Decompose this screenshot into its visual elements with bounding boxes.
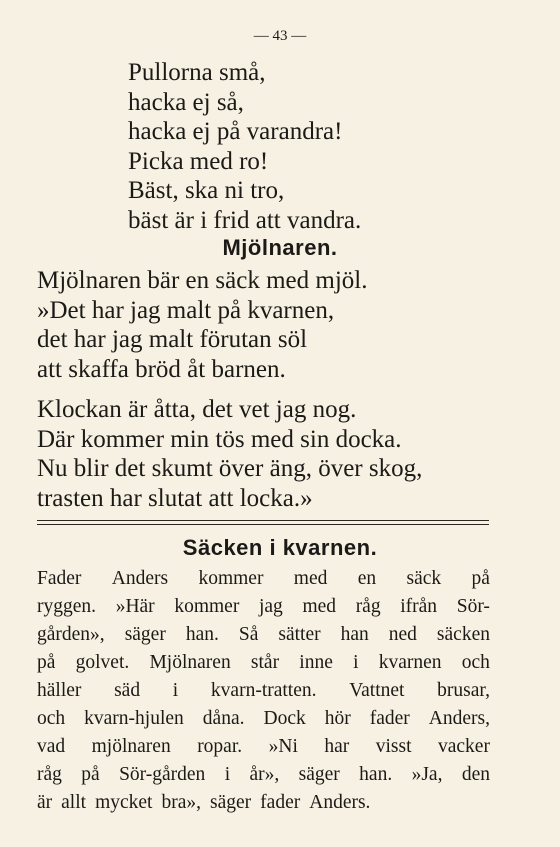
prose-word: han (340, 624, 369, 645)
stanza-1 (37, 266, 367, 384)
prose-word: Dock (263, 708, 306, 729)
prose-word: gården», (37, 624, 105, 645)
prose-word: är (37, 792, 53, 813)
stanza-line: Där kommer min tös med sin docka. (37, 425, 402, 453)
prose-word: säger (298, 764, 340, 785)
stanza-2 (37, 395, 422, 513)
prose-word: på (81, 764, 100, 785)
prose-word: står (250, 652, 280, 673)
prose-word: »Här (115, 596, 155, 617)
stanza-line: Nu blir det skumt över äng, över skog, (37, 455, 423, 482)
stanza-line: att skaffa bröd åt barnen. (37, 355, 286, 383)
prose-word: ned (388, 624, 417, 645)
prose-line (37, 593, 490, 621)
prose-word: visst (375, 736, 412, 757)
prose-line (37, 789, 490, 817)
prose-word: och (37, 708, 66, 729)
prose-word: bra», (161, 792, 202, 813)
prose-word: han. (185, 624, 219, 645)
page-number: — 43 — (253, 28, 307, 44)
poem-line: bäst är i frid att vandra. (128, 206, 362, 234)
prose-word: han. (359, 764, 393, 785)
prose-word: Sör- (456, 596, 490, 617)
prose-line (37, 649, 490, 677)
prose-word: »Ja, (411, 764, 443, 785)
prose-word: säcken (436, 624, 490, 645)
prose-word: dåna. (202, 708, 245, 729)
prose-word: mycket (95, 792, 153, 813)
prose-word: fader (260, 792, 301, 813)
prose-word: Sör-gården (119, 764, 206, 785)
prose-word: ryggen. (37, 596, 97, 617)
prose-word: ropar. (197, 736, 243, 757)
prose-line (37, 565, 490, 593)
poem-line: hacka ej på varandra! (128, 118, 343, 145)
prose-word: råg (37, 764, 62, 785)
prose-word: och (461, 652, 490, 673)
prose-word: Mjölnaren (149, 652, 231, 673)
prose-paragraph (37, 565, 490, 817)
divider-rule (37, 520, 489, 521)
poem-line: Pullorna små, (128, 59, 266, 86)
prose-word: säck (406, 568, 442, 589)
prose-word: kvarnen (378, 652, 442, 673)
prose-word: inne (299, 652, 333, 673)
section-title-mjolnaren: Mjölnaren. (222, 235, 338, 260)
prose-word: med (293, 568, 328, 589)
prose-word: fader (369, 708, 410, 729)
prose-word: i (224, 764, 231, 785)
prose-word: en (357, 568, 377, 589)
poem-line: Bäst, ska ni tro, (128, 177, 285, 204)
prose-word: i (353, 652, 359, 673)
prose-word: Anders, (428, 708, 490, 729)
prose-line (37, 621, 490, 649)
prose-word: »Ni (268, 736, 298, 757)
prose-word: kvarn-hjulen (84, 708, 184, 729)
stanza-line: »Det har jag malt på kvarnen, (37, 296, 335, 324)
poem-line: Picka med ro! (128, 147, 269, 175)
section-title-sacken: Säcken i kvarnen. (182, 535, 378, 560)
prose-word: allt (61, 792, 87, 813)
prose-line (37, 705, 490, 733)
prose-word: Anders (111, 568, 169, 589)
poem-line: hacka ej så, (128, 88, 244, 116)
prose-word: Fader (37, 568, 82, 589)
prose-word: råg (355, 596, 381, 617)
stanza-line: trasten har slutat att locka.» (37, 484, 313, 512)
prose-line (37, 733, 490, 761)
prose-word: golvet. (75, 652, 130, 673)
prose-word: kommer (174, 596, 240, 617)
prose-word: brusar, (437, 680, 490, 701)
prose-word: mjölnaren (91, 736, 171, 757)
prose-word: har (324, 736, 350, 757)
prose-word: Så (238, 624, 259, 645)
prose-word: säger (210, 792, 252, 813)
prose-word: på (37, 652, 56, 673)
prose-word: vad (37, 736, 66, 757)
prose-word: säger (124, 624, 166, 645)
prose-word: kvarn-tratten. (210, 680, 317, 701)
prose-word: kommer (198, 568, 264, 589)
prose-word: med (302, 596, 337, 617)
prose-word: säd (114, 680, 141, 701)
stanza-line: det har jag malt förutan söl (37, 326, 308, 353)
prose-line (37, 677, 490, 705)
prose-word: på (471, 568, 490, 589)
prose-word: vacker (438, 736, 490, 757)
prose-word: hör (324, 708, 351, 729)
prose-word: ifrån (400, 596, 438, 617)
prose-word: Anders. (309, 792, 371, 813)
prose-line (37, 761, 490, 789)
stanza-line: Mjölnaren bär en säck med mjöl. (37, 267, 368, 294)
stanza-line: Klockan är åtta, det vet jag nog. (37, 396, 357, 423)
prose-word: Vattnet (349, 680, 405, 701)
prose-word: sätter (278, 624, 321, 645)
prose-word: jag (258, 596, 283, 617)
prose-word: år», (249, 764, 280, 785)
prose-word: häller (37, 680, 82, 701)
prose-word: i (172, 680, 179, 701)
poem (128, 58, 361, 235)
prose-word: den (461, 764, 490, 785)
divider-rule (37, 524, 489, 525)
